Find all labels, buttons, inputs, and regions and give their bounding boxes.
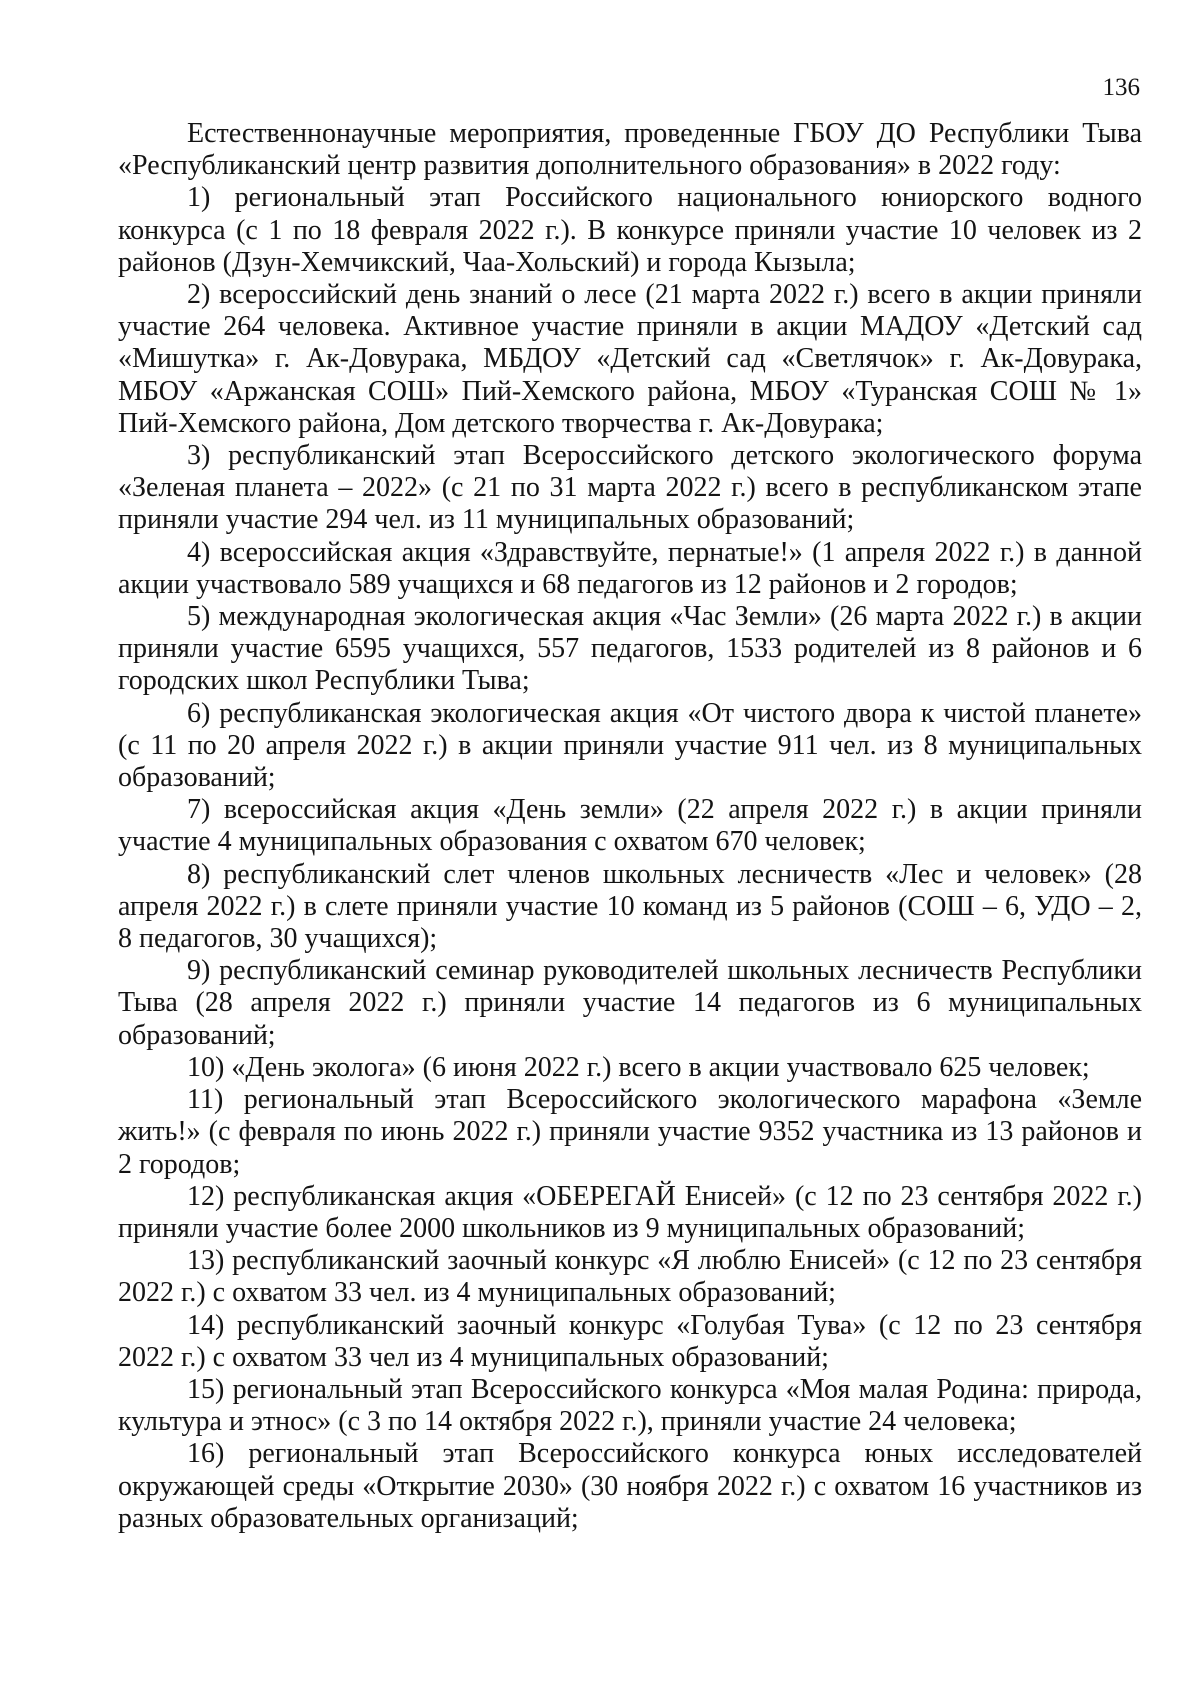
list-item-16: 16) региональный этап Всероссийского конкурса юных исследователей окружающей среды «Открытие 2030» (30 ноября 2022 г.) с охватом 16 участников из разных образовательных организаций; [118,1438,1142,1534]
list-item-10: 10) «День эколога» (6 июня 2022 г.) всего в акции участвовало 625 человек; [187,1051,1090,1083]
list-item-11: 11) региональный этап Всероссийского экологического марафона «Земле жить!» (с февраля по июнь 2022 г.) приняли участие 9352 участника из 13 районов и 2 городов; [118,1084,1142,1180]
list-item-8: 8) республиканский слет членов школьных лесничеств «Лес и человек» (28 апреля 2022 г.) в слете приняли участие 10 команд из 5 районов (СОШ – 6, УДО – 2, 8 педагогов, 30 учащихся); [118,858,1142,955]
page-number: 136 [1102,74,1140,101]
list-item-3: 3) республиканский этап Всероссийского детского экологического форума «Зеленая планета – 2022» (с 21 по 31 марта 2022 г.) всего в республиканском этапе приняли участие 294 чел. из 11 муниципальных образований; [118,440,1142,536]
list-item-2: 2) всероссийский день знаний о лесе (21 марта 2022 г.) всего в акции приняли участие 264 человека. Активное участие приняли в акции МАДОУ «Детский сад «Мишутка» г. Ак-Довурака, МБДОУ «Детский сад «Светлячок» г. Ак-Довурака, МБОУ «Аржанская СОШ» Пий-Хемского района, МБОУ «Туранская СОШ № 1» Пий-Хемского района, Дом детского творчества г. Ак-Довурака; [118,279,1142,439]
list-item-4: 4) всероссийская акция «Здравствуйте, пернатые!» (1 апреля 2022 г.) в данной акции участвовало 589 учащихся и 68 педагогов из 12 районов и 2 городов; [118,536,1142,600]
list-item-13: 13) республиканский заочный конкурс «Я люблю Енисей» (с 12 по 23 сентября 2022 г.) с охватом 33 чел. из 4 муниципальных образований; [118,1245,1142,1309]
list-item-5: 5) международная экологическая акция «Час Земли» (26 марта 2022 г.) в акции приняли участие 6595 учащихся, 557 педагогов, 1533 родителей из 8 районов и 6 городских школ Республики Тыва; [118,601,1142,697]
list-item-15: 15) региональный этап Всероссийского конкурса «Моя малая Родина: природа, культура и этнос» (с 3 по 14 октября 2022 г.), приняли участие 24 человека; [118,1373,1142,1438]
list-item-1: 1) региональный этап Российского национального юниорского водного конкурса (с 1 по 18 февраля 2022 г.). В конкурсе приняли участие 10 человек из 2 районов (Дзун-Хемчикский, Чаа-Хольский) и города Кызыла; [118,182,1142,278]
list-item-7: 7) всероссийская акция «День земли» (22 апреля 2022 г.) в акции приняли участие 4 муниципальных образования с охватом 670 человек; [118,794,1142,858]
list-item-9: 9) республиканский семинар руководителей школьных лесничеств Республики Тыва (28 апреля 2022 г.) приняли участие 14 педагогов из 6 муниципальных образований; [118,955,1142,1051]
intro-paragraph: Естественнонаучные мероприятия, проведенные ГБОУ ДО Республики Тыва «Республиканский центр развития дополнительного образования» в 2022 году: [118,118,1142,182]
list-item-12: 12) республиканская акция «ОБЕРЕГАЙ Енисей» (с 12 по 23 сентября 2022 г.) приняли участие более 2000 школьников из 9 муниципальных образований; [118,1180,1142,1244]
list-item-6: 6) республиканская экологическая акция «От чистого двора к чистой планете» (с 11 по 20 апреля 2022 г.) в акции приняли участие 911 чел. из 8 муниципальных образований; [118,697,1142,794]
document-body [118,118,1142,1535]
list-item-14: 14) республиканский заочный конкурс «Голубая Тува» (с 12 по 23 сентября 2022 г.) с охватом 33 чел из 4 муниципальных образований; [118,1309,1142,1373]
